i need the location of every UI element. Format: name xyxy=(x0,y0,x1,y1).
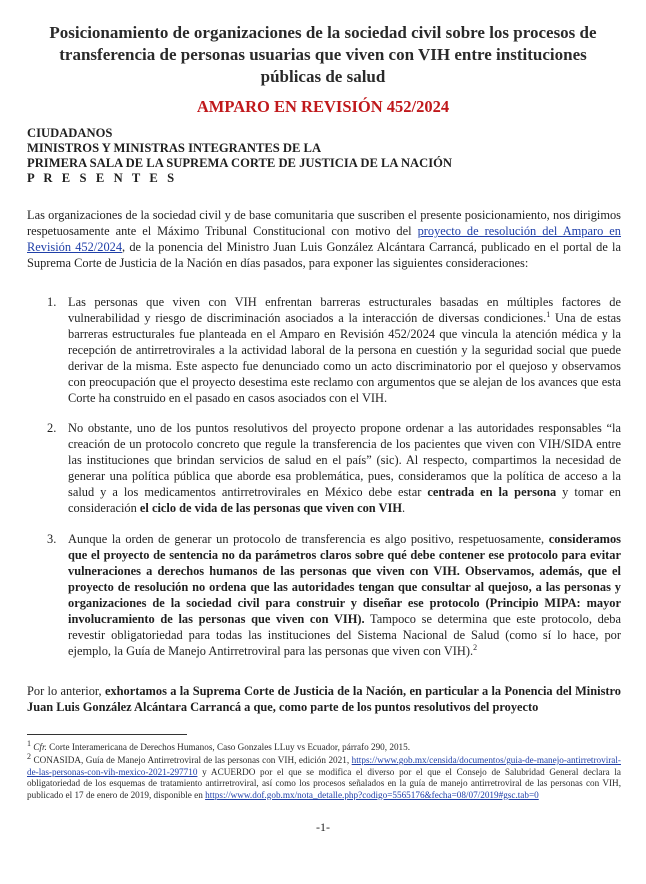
footnote-text: y ACUERDO por el que se modifica el diverso por el que el Consejo de Salubridad General declara la obligatoriedad de los esquemas de tratamiento antirretroviral, así como los procesos señalados en la guía de manejo antirretroviral de las personas con VIH, publicado el 17 de enero de 2019, disponible en xyxy=(27,766,621,800)
footnote-number: 1 xyxy=(27,738,31,748)
censida-guide-link[interactable]: https://www.gob.mx/censida/documentos/guia-de-manejo-antirretroviral-de-las-personas-con-vih-mexico-2021-297710 xyxy=(27,755,621,777)
project-resolution-link[interactable]: proyecto de resolución del Amparo en Revisión 452/2024 xyxy=(27,224,621,254)
footnote-1 xyxy=(27,738,621,754)
footnote-ref[interactable]: 1 xyxy=(546,309,551,319)
intro-text: , de la ponencia del Ministro Juan Luis González Alcántara Carrancá, publicado en el portal de la Suprema Corte de Justicia de la Nación en días pasados, para exponer las siguientes consideraciones: xyxy=(27,240,621,270)
item-text: Las personas que viven con VIH enfrentan barreras estructurales basadas en múltiples factores de vulnerabilidad y riesgo de discriminación asociados a la interacción de diversas condiciones. xyxy=(68,295,621,325)
closing-bold-text: exhortamos a la Suprema Corte de Justicia de la Nación, en particular a la Ponencia del Ministro Juan Luis González Alcántara Carrancá a que, como parte de los puntos resolutivos del proyecto xyxy=(27,684,621,714)
footnote-number: 2 xyxy=(27,751,31,761)
footnote-cfr: Cfr. xyxy=(33,742,47,752)
item-bold-text: centrada en la persona xyxy=(427,485,557,499)
item-text: Aunque la orden de generar un protocolo de transferencia es algo positivo, respetuosamente, xyxy=(68,532,549,546)
intro-paragraph xyxy=(27,207,621,271)
item-bold-text: el ciclo de vida de las personas que viven con VIH xyxy=(139,501,402,515)
footnote-text: Corte Interamericana de Derechos Humanos, Caso Gonzales LLuy vs Ecuador, párrafo 290, 2015. xyxy=(46,742,411,752)
case-number-heading: AMPARO EN REVISIÓN 452/2024 xyxy=(196,97,450,116)
addressee-line: PRIMERA SALA DE LA SUPREMA CORTE DE JUSTICIA DE LA NACIÓN xyxy=(27,156,453,170)
addressee-block xyxy=(27,126,587,186)
intro-text: Las organizaciones de la sociedad civil y de base comunitaria que suscriben el presente posicionamiento, nos dirigimos respetuosamente ante el Máximo Tribunal Constitucional con motivo del xyxy=(27,208,621,238)
closing-text: Por lo anterior, xyxy=(27,684,105,698)
page-number: -1- xyxy=(316,820,330,834)
addressee-line: MINISTROS Y MINISTRAS INTEGRANTES DE LA xyxy=(27,141,322,155)
footnote-text: CONASIDA, Guía de Manejo Antirretroviral de las personas con VIH, edición 2021, xyxy=(31,755,352,765)
closing-paragraph xyxy=(27,683,621,715)
item-text: No obstante, uno de los puntos resolutivos del proyecto propone ordenar a las autoridades responsables “la creación de un protocolo concreto que regule la transferencia de los pacientes que viven con VIH/SIDA entre las instituciones que brindan servicios de salud en el país” (sic). Al respecto, compartimos la necesidad de generar una política pública que aborde esa problemática, pues, consideramos que la política de acceso a la salud y a los medicamentos antirretrovirales en México debe estar xyxy=(68,421,621,499)
list-item xyxy=(68,420,621,516)
list-number: 2. xyxy=(47,421,57,435)
item-text: Tampoco se determina que este protocolo, deba revestir obligatoriedad para todas las instituciones del Sistema Nacional de Salud (como sí lo hace, por ejemplo, la Guía de Manejo Antirretroviral para las personas que viven con VIH). xyxy=(68,612,622,658)
item-text: y tomar en consideración xyxy=(68,485,621,515)
list-item xyxy=(68,531,621,659)
footnote-2 xyxy=(27,751,621,801)
document-title: Posicionamiento de organizaciones de la sociedad civil sobre los procesos de transferencia de personas usuarias que viven con VIH entre instituciones públicas de salud xyxy=(49,23,597,86)
footnote-divider xyxy=(27,734,187,735)
list-number: 1. xyxy=(47,295,57,309)
addressee-line: CIUDADANOS xyxy=(27,126,113,140)
item-text: . xyxy=(401,501,406,515)
addressee-line: P R E S E N T E S xyxy=(27,171,178,185)
item-text: Una de estas barreras estructurales fue planteada en el Amparo en Revisión 452/2024 que vincula la atención médica y la recepción de antirretrovirales a la actividad laboral de la persona en cuestión y la seguridad social que puede derivar de la misma. Este aspecto fue denunciado como un acto discriminatorio por el quejoso y observamos con preocupación que el proyecto desestima este reclamo con argumentos que se alejan de los avances que esta Corte ha construido en el pasado en casos asociados con el VIH. xyxy=(68,311,621,405)
item-bold-text: consideramos que el proyecto de sentencia no da parámetros claros sobre qué debe contener ese protocolo para evitar vulneraciones a derechos humanos de las personas que viven con VIH. Observamos, además, que el proyecto de resolución no ordena que las autoridades tengan que consultar al quejoso, a las personas y organizaciones de la sociedad civil para construir y diseñar ese protocolo (Principio MIPA: mayor involucramiento de las personas que viven con VIH). xyxy=(68,532,621,626)
dof-link[interactable]: https://www.dof.gob.mx/nota_detalle.php?codigo=5565176&fecha=08/07/2019#gsc.tab=0 xyxy=(205,789,539,800)
list-item xyxy=(68,294,621,406)
footnote-ref[interactable]: 2 xyxy=(473,642,478,652)
list-number: 3. xyxy=(47,532,57,546)
